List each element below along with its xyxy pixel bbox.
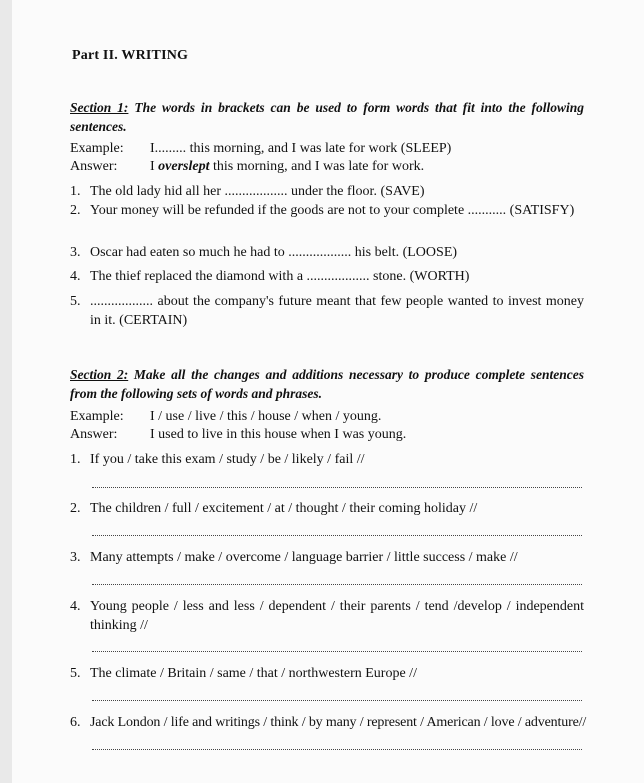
answer-label: Answer: bbox=[70, 159, 118, 174]
s2-answer-line-2[interactable] bbox=[92, 535, 582, 536]
example-label: Example: bbox=[70, 141, 124, 156]
section1-answer bbox=[70, 158, 424, 176]
item-number: 1. bbox=[70, 452, 81, 467]
answer-post: this morning, and I was late for work. bbox=[209, 159, 425, 174]
item-text: Oscar had eaten so much he had to .................. his belt. (LOOSE) bbox=[90, 245, 458, 260]
example-label: Example: bbox=[70, 409, 124, 424]
s2-answer-line-6[interactable] bbox=[92, 749, 582, 750]
item-number: 6. bbox=[70, 715, 81, 730]
s2-item-3 bbox=[70, 548, 584, 567]
item-text: The old lady hid all her .................. under the floor. (SAVE) bbox=[90, 184, 425, 199]
section2-label: Section 2: bbox=[70, 367, 129, 382]
section1-instruction-text: The words in brackets can be used to form words that fit into the following sentences. bbox=[70, 100, 584, 134]
item-number: 3. bbox=[70, 245, 81, 260]
s1-item-3 bbox=[70, 243, 584, 262]
item-text: If you / take this exam / study / be / likely / fail // bbox=[90, 452, 365, 467]
section2-instruction-text: Make all the changes and additions necessary to produce complete sentences from the following sets of words and phrases. bbox=[70, 367, 585, 401]
s2-item-1 bbox=[70, 450, 584, 469]
answer-label: Answer: bbox=[70, 427, 118, 442]
item-text: Your money will be refunded if the goods are not to your complete ........... (SATISFY) bbox=[90, 203, 575, 218]
answer-word: overslept bbox=[158, 159, 210, 174]
s1-item-4 bbox=[70, 267, 584, 286]
example-text: I......... this morning, and I was late for work (SLEEP) bbox=[150, 141, 452, 156]
item-text: The thief replaced the diamond with a .................. stone. (WORTH) bbox=[90, 269, 470, 284]
item-text: .................. about the company's future meant that few people wanted to invest money in it. (CERTAIN) bbox=[90, 294, 584, 328]
item-text: Jack London / life and writings / think / by many / represent / American / love / adventure// bbox=[90, 715, 587, 730]
s2-item-6 bbox=[70, 713, 630, 732]
section2-instruction bbox=[70, 365, 584, 403]
item-number: 2. bbox=[70, 501, 81, 516]
example-text: I / use / live / this / house / when / young. bbox=[150, 409, 382, 424]
item-number: 4. bbox=[70, 269, 81, 284]
s2-answer-line-1[interactable] bbox=[92, 487, 582, 488]
item-text: Many attempts / make / overcome / language barrier / little success / make // bbox=[90, 550, 518, 565]
section1-instruction bbox=[70, 98, 584, 136]
item-text: The children / full / excitement / at / thought / their coming holiday // bbox=[90, 501, 478, 516]
s2-item-2 bbox=[70, 499, 584, 518]
section1-example bbox=[70, 140, 451, 158]
answer-text: I used to live in this house when I was young. bbox=[150, 427, 407, 442]
item-number: 5. bbox=[70, 666, 81, 681]
section2-example bbox=[70, 408, 381, 426]
worksheet-page bbox=[12, 0, 644, 783]
part-title: Part II. WRITING bbox=[72, 48, 189, 63]
item-number: 5. bbox=[70, 294, 81, 309]
s1-item-5 bbox=[70, 292, 584, 330]
s2-answer-line-3[interactable] bbox=[92, 584, 582, 585]
s2-answer-line-5[interactable] bbox=[92, 700, 582, 701]
item-number: 3. bbox=[70, 550, 81, 565]
item-number: 4. bbox=[70, 599, 81, 614]
answer-pre: I bbox=[150, 159, 159, 174]
section1-label: Section 1: bbox=[70, 100, 129, 115]
item-text: Young people / less and less / dependent / their parents / tend /develop / independent thinking // bbox=[90, 599, 584, 633]
item-text: The climate / Britain / same / that / northwestern Europe // bbox=[90, 666, 417, 681]
s1-item-2 bbox=[70, 201, 584, 220]
item-number: 2. bbox=[70, 203, 81, 218]
item-number: 1. bbox=[70, 184, 81, 199]
section2-answer bbox=[70, 426, 406, 444]
s2-answer-line-4[interactable] bbox=[92, 651, 582, 652]
s2-item-4 bbox=[70, 597, 584, 635]
s2-item-5 bbox=[70, 664, 584, 683]
s1-item-1 bbox=[70, 182, 584, 201]
